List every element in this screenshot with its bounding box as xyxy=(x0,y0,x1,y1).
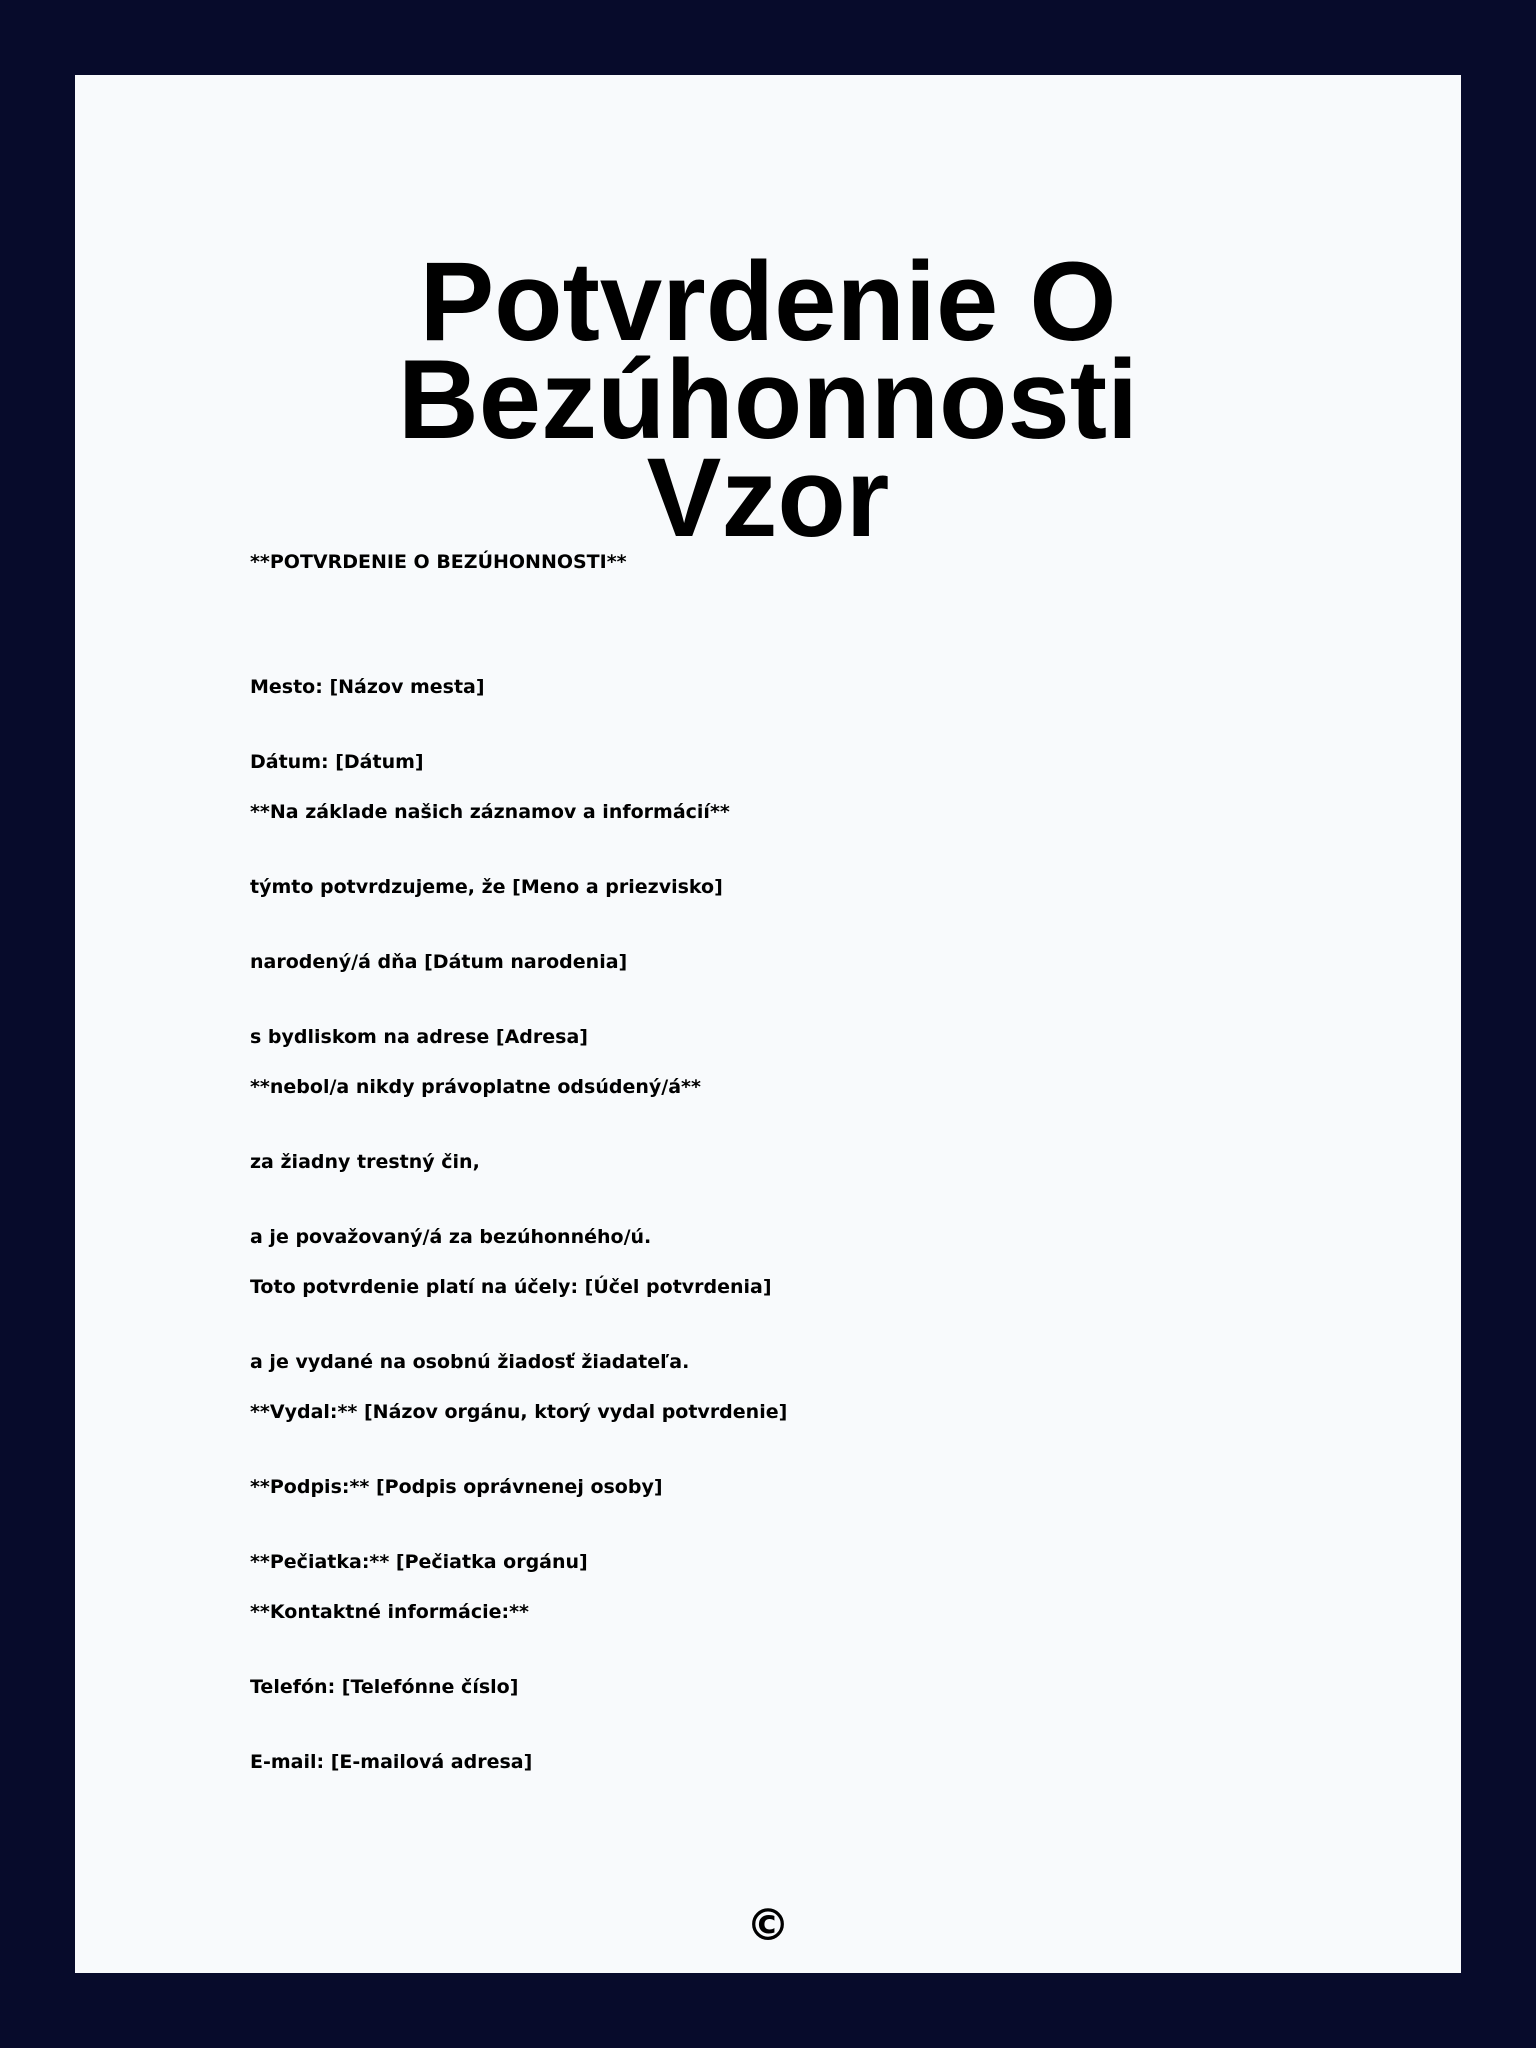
document-page xyxy=(75,75,1461,1973)
copyright-symbol: © xyxy=(746,1900,790,1951)
title-line-1: Potvrdenie O Bezúhonnosti xyxy=(397,239,1139,462)
no-crime-line: za žiadny trestný čin, xyxy=(250,1151,480,1173)
date-line: Dátum: [Dátum] xyxy=(250,751,424,773)
signature-line: **Podpis:** [Podpis oprávnenej osoby] xyxy=(250,1476,663,1498)
considered-line: a je považovaný/á za bezúhonného/ú. xyxy=(250,1226,652,1248)
address-line: s bydliskom na adrese [Adresa] xyxy=(250,1026,588,1048)
request-line: a je vydané na osobnú žiadosť žiadateľa. xyxy=(250,1351,690,1373)
birth-date-line: narodený/á dňa [Dátum narodenia] xyxy=(250,951,628,973)
confirm-name-line: týmto potvrdzujeme, že [Meno a priezvisko] xyxy=(250,876,723,898)
document-title xyxy=(75,239,1461,560)
issued-by-line: **Vydal:** [Názov orgánu, ktorý vydal potvrdenie] xyxy=(250,1401,788,1423)
phone-line: Telefón: [Telefónne číslo] xyxy=(250,1676,519,1698)
purpose-line: Toto potvrdenie platí na účely: [Účel potvrdenia] xyxy=(250,1276,772,1298)
contact-heading: **Kontaktné informácie:** xyxy=(250,1601,529,1623)
never-convicted-line: **nebol/a nikdy právoplatne odsúdený/á** xyxy=(250,1076,701,1098)
email-line: E-mail: [E-mailová adresa] xyxy=(250,1751,533,1773)
title-line-2: Vzor xyxy=(646,435,890,560)
city-line: Mesto: [Názov mesta] xyxy=(250,676,485,698)
stamp-line: **Pečiatka:** [Pečiatka orgánu] xyxy=(250,1551,588,1573)
basis-line: **Na základe našich záznamov a informácií** xyxy=(250,801,730,823)
document-heading: **POTVRDENIE O BEZÚHONNOSTI** xyxy=(250,551,627,573)
